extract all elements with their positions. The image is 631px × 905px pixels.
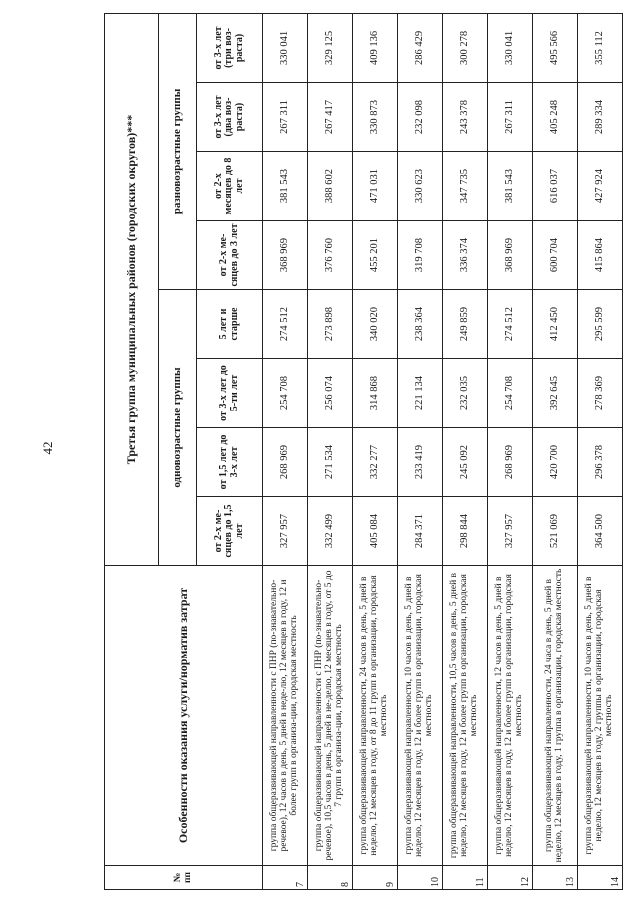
cost-value: 455 201 <box>353 221 398 290</box>
row-number: 11 <box>443 866 488 890</box>
cost-value: 295 599 <box>578 290 623 359</box>
table-row <box>398 13 443 889</box>
cost-value: 249 859 <box>443 290 488 359</box>
row-description: группа общеразвивающей направленности, 10 часов в день, 5 дней в неделю, 12 месяцев в году, 2 группы в организации, городская местность <box>578 566 623 866</box>
row-number: 8 <box>308 866 353 890</box>
row-number: 7 <box>263 866 308 890</box>
table-body <box>263 13 623 889</box>
cost-value: 355 112 <box>578 13 623 82</box>
cost-value: 381 543 <box>488 152 533 221</box>
cost-value: 238 364 <box>398 290 443 359</box>
cost-value: 268 969 <box>263 428 308 497</box>
cost-value: 298 844 <box>443 497 488 566</box>
row-description: группа общеразвивающей направленности, 12 часов в день, 5 дней в неделю, 12 месяцев в году, 12 и более групп в организации, городская местность <box>488 566 533 866</box>
cost-value: 329 125 <box>308 13 353 82</box>
cost-value: 254 708 <box>488 359 533 428</box>
cost-value: 392 645 <box>533 359 578 428</box>
cost-value: 233 419 <box>398 428 443 497</box>
header-age-2m-8y: от 2-х месяцев до 8 лет <box>197 152 263 221</box>
table-row <box>533 13 578 889</box>
header-age-2m-3y: от 2-х ме-сяцев до 3 лет <box>197 221 263 290</box>
table-row <box>308 13 353 889</box>
cost-value: 300 278 <box>443 13 488 82</box>
cost-value: 289 334 <box>578 83 623 152</box>
header-age-5y-plus: 5 лет и старше <box>197 290 263 359</box>
cost-value: 267 311 <box>263 83 308 152</box>
cost-value: 616 037 <box>533 152 578 221</box>
cost-value: 405 248 <box>533 83 578 152</box>
cost-value: 364 500 <box>578 497 623 566</box>
row-number: 14 <box>578 866 623 890</box>
row-number: 9 <box>353 866 398 890</box>
cost-value: 420 700 <box>533 428 578 497</box>
cost-value: 254 708 <box>263 359 308 428</box>
cost-value: 271 534 <box>308 428 353 497</box>
cost-value: 278 369 <box>578 359 623 428</box>
table-row <box>443 13 488 889</box>
cost-value: 274 512 <box>488 290 533 359</box>
row-description: группа общеразвивающей направленности с ПНР (по-знавательно-речевое), 10,5 часов в день, 5 дней в не-делю, 12 месяцев в году, от 5 до 7 групп в организа-ции, городская местность <box>308 566 353 866</box>
cost-value: 495 566 <box>533 13 578 82</box>
cost-value: 376 760 <box>308 221 353 290</box>
cost-value: 243 378 <box>443 83 488 152</box>
cost-standards-table <box>104 13 623 890</box>
cost-value: 381 543 <box>263 152 308 221</box>
header-age-1-5y-3y: от 1,5 лет до 3-х лет <box>197 428 263 497</box>
cost-value: 245 092 <box>443 428 488 497</box>
table-row <box>488 13 533 889</box>
header-row-number: № пп <box>105 866 263 890</box>
row-description: группа общеразвивающей направленности с ПНР (по-знавательно-речевое), 12 часов в день, 5 дней в неде-лю, 12 месяцев в году, 12 и более групп в организа-ции, городская местность <box>263 566 308 866</box>
cost-value: 232 035 <box>443 359 488 428</box>
header-age-3y-5y: от 3-х лет до 5-ти лет <box>197 359 263 428</box>
header-age-3y-two-ages: от 3-х лет (два воз-раста) <box>197 83 263 152</box>
header-age-3y-three-ages: от 3-х лет (три воз-раста) <box>197 13 263 82</box>
table-row <box>353 13 398 889</box>
cost-value: 273 898 <box>308 290 353 359</box>
cost-value: 427 924 <box>578 152 623 221</box>
cost-value: 347 735 <box>443 152 488 221</box>
cost-value: 296 378 <box>578 428 623 497</box>
cost-value: 409 136 <box>353 13 398 82</box>
row-description: группа общеразвивающей направленности, 24 часов в день, 5 дней в неделю, 12 месяцев в году, от 8 до 11 групп в организации, городская местность <box>353 566 398 866</box>
page-number: 42 <box>40 441 55 455</box>
cost-value: 319 708 <box>398 221 443 290</box>
table-row <box>263 13 308 889</box>
cost-value: 405 084 <box>353 497 398 566</box>
rotated-table-container <box>104 14 624 890</box>
cost-value: 267 311 <box>488 83 533 152</box>
cost-value: 274 512 <box>263 290 308 359</box>
cost-value: 330 623 <box>398 152 443 221</box>
cost-value: 284 371 <box>398 497 443 566</box>
cost-value: 332 277 <box>353 428 398 497</box>
cost-value: 221 134 <box>398 359 443 428</box>
cost-value: 256 074 <box>308 359 353 428</box>
cost-value: 232 098 <box>398 83 443 152</box>
cost-value: 314 868 <box>353 359 398 428</box>
cost-value: 332 499 <box>308 497 353 566</box>
cost-value: 471 031 <box>353 152 398 221</box>
row-description: группа общеразвивающей направленности, 10,5 часов в день, 5 дней в неделю, 12 месяцев в году, 12 и более групп в организации, городская местность <box>443 566 488 866</box>
row-number: 10 <box>398 866 443 890</box>
cost-value: 286 429 <box>398 13 443 82</box>
cost-value: 600 704 <box>533 221 578 290</box>
row-number: 13 <box>533 866 578 890</box>
header-single-age-groups: одновозрастные группы <box>159 290 197 566</box>
row-description: группа общеразвивающей направленности, 24 часа в день, 5 дней в неделю, 12 месяцев в году, 1 группа в организации, городская местность <box>533 566 578 866</box>
cost-value: 412 450 <box>533 290 578 359</box>
cost-value: 330 041 <box>488 13 533 82</box>
header-description: Особенности оказания услуги/норматив затрат <box>105 566 263 866</box>
table-row <box>578 13 623 889</box>
cost-value: 340 020 <box>353 290 398 359</box>
cost-value: 268 969 <box>488 428 533 497</box>
cost-value: 267 417 <box>308 83 353 152</box>
header-mixed-age-groups: разновозрастные группы <box>159 13 197 289</box>
cost-value: 330 873 <box>353 83 398 152</box>
cost-value: 327 957 <box>488 497 533 566</box>
row-number: 12 <box>488 866 533 890</box>
cost-value: 388 602 <box>308 152 353 221</box>
row-description: группа общеразвивающей направленности, 10 часов в день, 5 дней в неделю, 12 месяцев в году, 12 и более групп в организации, городская местность <box>398 566 443 866</box>
cost-value: 368 969 <box>263 221 308 290</box>
header-age-2m-1-5y: от 2-х ме-сяцев до 1,5 лет <box>197 497 263 566</box>
cost-value: 415 864 <box>578 221 623 290</box>
cost-value: 368 969 <box>488 221 533 290</box>
cost-value: 330 041 <box>263 13 308 82</box>
header-third-group: Третья группа муниципальных районов (городских округов)*** <box>105 13 159 565</box>
cost-value: 521 069 <box>533 497 578 566</box>
cost-value: 327 957 <box>263 497 308 566</box>
cost-value: 336 374 <box>443 221 488 290</box>
